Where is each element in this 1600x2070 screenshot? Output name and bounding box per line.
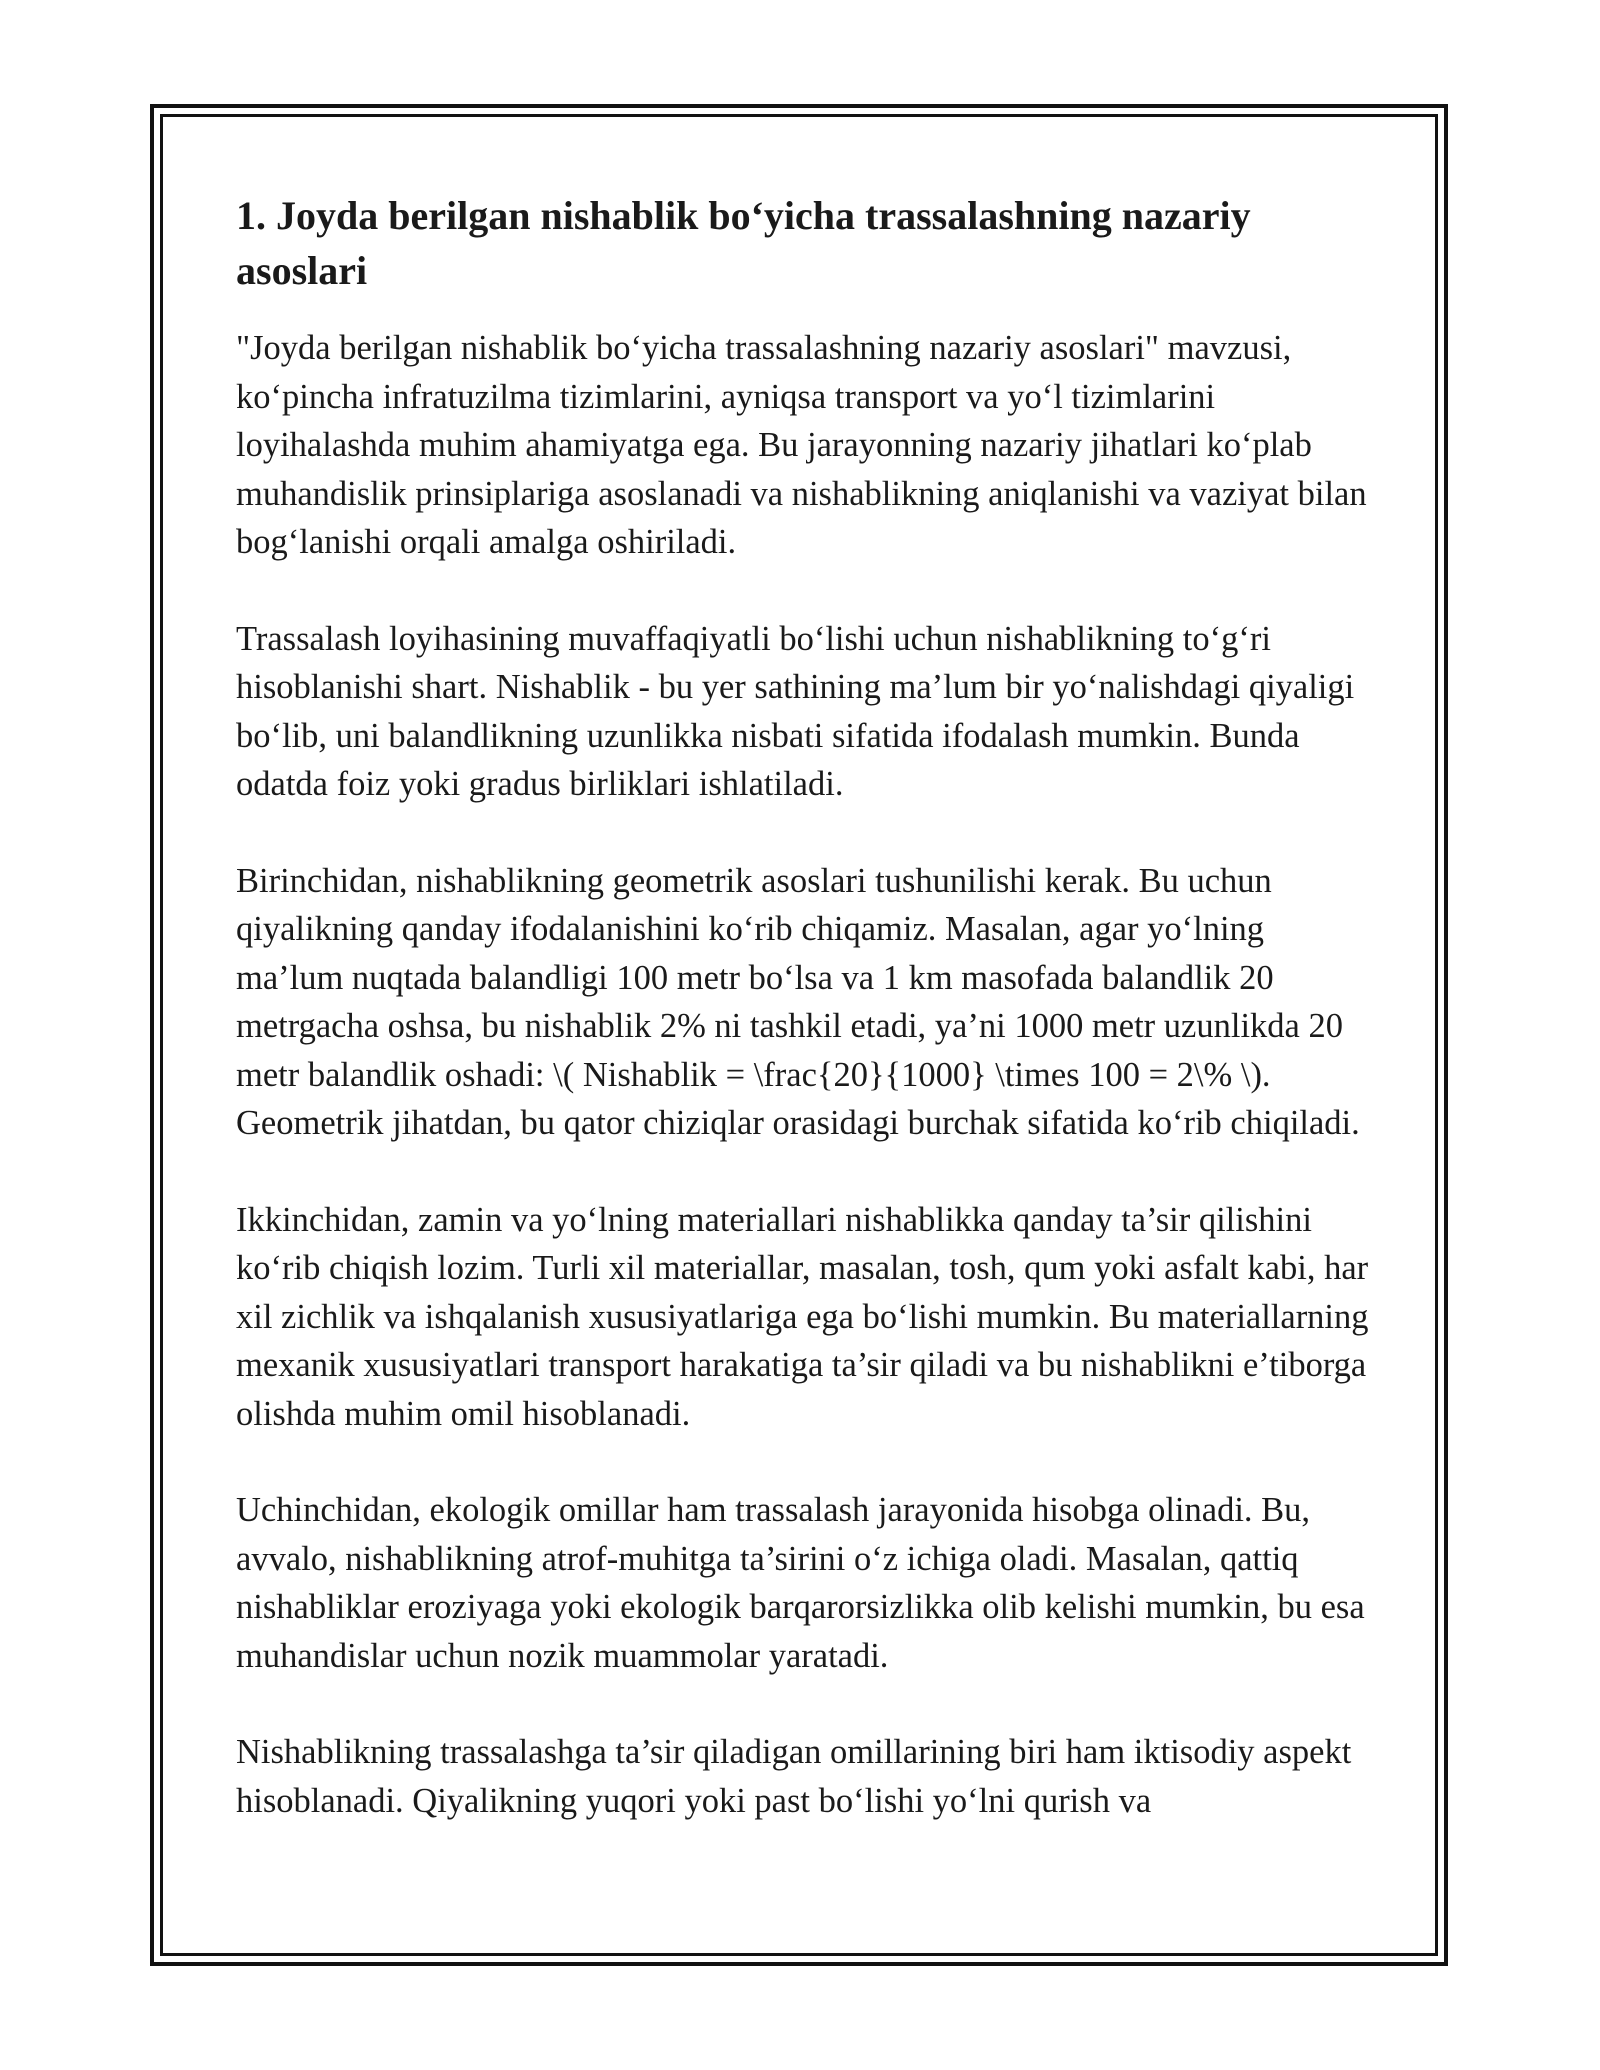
paragraph-intro: "Joyda berilgan nishablik bo‘yicha trassalashning nazariy asoslari" mavzusi, ko‘pincha infratuzilma tizimlarini, ayniqsa transport va yo‘l tizimlarini loyihalashda muhim ahamiyatga ega. Bu jarayonning nazariy jihatlari ko‘plab muhandislik prinsiplariga asoslanadi va nishablikning aniqlanishi va vaziyat bilan bog‘lanishi orqali amalga oshiriladi.	[236, 329, 1367, 561]
document-body	[236, 188, 1376, 1873]
section-heading: 1. Joyda berilgan nishablik bo‘yicha trassalashning nazariy asoslari	[236, 193, 1251, 293]
paragraph-materials: Ikkinchidan, zamin va yo‘lning materiallari nishablikka qanday ta’sir qilishini ko‘rib chiqish lozim. Turli xil materiallar, masalan, tosh, qum yoki asfalt kabi, har xil zichlik va ishqalanish xususiyatlariga ega bo‘lishi mumkin. Bu materiallarning mexanik xususiyatlari transport harakatiga ta’sir qiladi va bu nishablikni e’tiborga olishda muhim omil hisoblanadi.	[236, 1200, 1369, 1433]
paragraph-slope-definition: Trassalash loyihasining muvaffaqiyatli bo‘lishi uchun nishablikning to‘g‘ri hisoblanishi shart. Nishablik - bu yer sathining ma’lum bir yo‘nalishdagi qiyaligi bo‘lib, uni balandlikning uzunlikka nisbati sifatida ifodalash mumkin. Bunda odatda foiz yoki gradus birliklari ishlatiladi.	[236, 619, 1355, 803]
paragraph-ecology: Uchinchidan, ekologik omillar ham trassalash jarayonida hisobga olinadi. Bu, avvalo, nishablikning atrof-muhitga ta’sirini o‘z ichiga oladi. Masalan, qattiq nishabliklar eroziyaga yoki ekologik barqarorsizlikka olib kelishi mumkin, bu esa muhandislar uchun nozik muammolar yaratadi.	[236, 1491, 1365, 1675]
paragraph-economy: Nishablikning trassalashga ta’sir qiladigan omillarining biri ham iktisodiy aspekt hisoblanadi. Qiyalikning yuqori yoki past bo‘lishi yo‘lni qurish va	[236, 1733, 1352, 1820]
paragraph-geometric-basis: Birinchidan, nishablikning geometrik asoslari tushunilishi kerak. Bu uchun qiyalikning qanday ifodalanishini ko‘rib chiqamiz. Masalan, agar yo‘lning ma’lum nuqtada balandligi 100 metr bo‘lsa va 1 km masofada balandlik 20 metrgacha oshsa, bu nishablik 2% ni tashkil etadi, ya’ni 1000 metr uzunlikda 20 metr balandlik oshadi: \( Nishablik = \frac{20}{1000} \times 100 = 2\% \). Geometrik jihatdan, bu qator chiziqlar orasidagi burchak sifatida ko‘rib chiqiladi.	[236, 861, 1360, 1142]
